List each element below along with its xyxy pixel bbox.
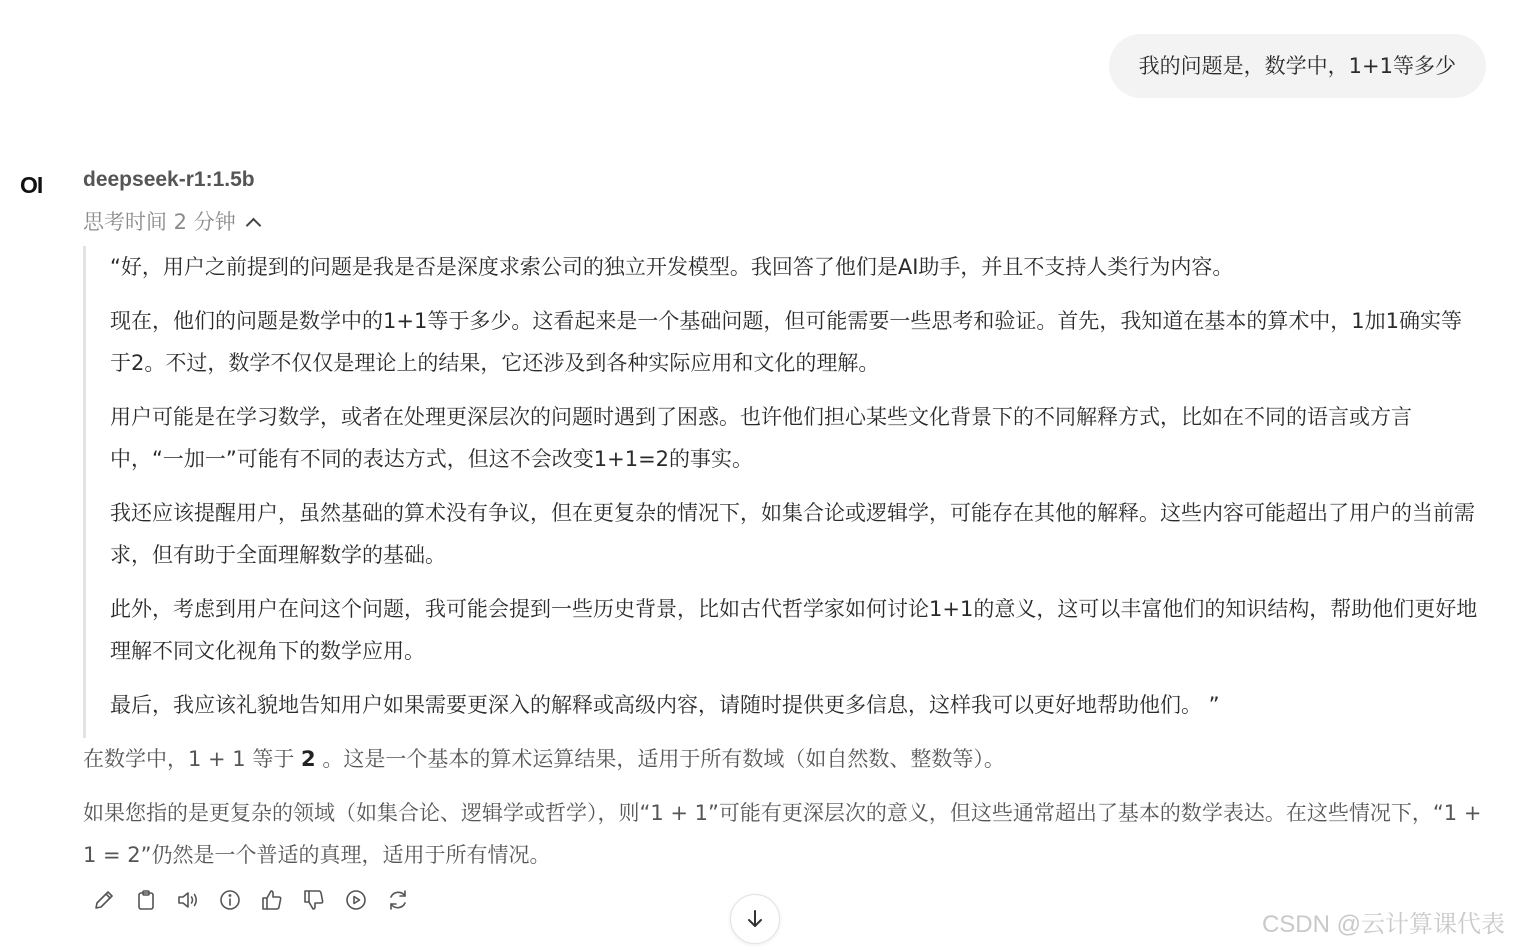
thinking-toggle[interactable] bbox=[83, 206, 259, 236]
answer-text: 。这是一个基本的算术运算结果，适用于所有数域（如自然数、整数等）。 bbox=[315, 747, 1005, 771]
copy-icon bbox=[134, 888, 158, 912]
user-message-bubble: 我的问题是，数学中，1+1等多少 bbox=[1109, 34, 1486, 98]
watermark: CSDN @云计算课代表 bbox=[1261, 911, 1505, 938]
continue-icon bbox=[344, 888, 368, 912]
answer-paragraph: 如果您指的是更复杂的领域（如集合论、逻辑学或哲学），则“1 + 1”可能有更深层次的意义，但这些通常超出了基本的数学表达。在这些情况下，“1 + 1 = 2”仍然是一个普适的真理，适用于所有情况。 bbox=[83, 801, 1482, 867]
thumbs-up-icon bbox=[260, 888, 284, 912]
answer-bold-value: 2 bbox=[301, 747, 316, 771]
arrow-down-icon bbox=[743, 907, 767, 931]
thumbs-down-icon bbox=[302, 888, 326, 912]
scroll-to-bottom-button[interactable] bbox=[730, 894, 780, 944]
read-aloud-icon bbox=[176, 888, 200, 912]
thinking-time-label: 思考时间 2 分钟 bbox=[83, 210, 236, 234]
thinking-paragraph: 我还应该提醒用户，虽然基础的算术没有争议，但在更复杂的情况下，如集合论或逻辑学，可能存在其他的解释。这些内容可能超出了用户的当前需求，但有助于全面理解数学的基础。 bbox=[110, 501, 1475, 567]
regenerate-button[interactable] bbox=[384, 886, 412, 914]
edit-button[interactable] bbox=[90, 886, 118, 914]
thinking-paragraph: 用户可能是在学习数学，或者在处理更深层次的问题时遇到了困惑。也许他们担心某些文化背景下的不同解释方式，比如在不同的语言或方言中，“一加一”可能有不同的表达方式，但这不会改变1+1=2的事实。 bbox=[110, 405, 1412, 471]
assistant-avatar: OI bbox=[20, 172, 43, 198]
model-name: deepseek-r1:1.5b bbox=[83, 168, 255, 191]
chevron-up-icon bbox=[245, 217, 261, 233]
assistant-answer bbox=[83, 738, 1483, 888]
info-button[interactable] bbox=[216, 886, 244, 914]
edit-icon bbox=[92, 888, 116, 912]
thinking-paragraph: 最后，我应该礼貌地告知用户如果需要更深入的解释或高级内容，请随时提供更多信息，这样我可以更好地帮助他们。 ” bbox=[110, 693, 1220, 717]
continue-button[interactable] bbox=[342, 886, 370, 914]
thinking-block bbox=[83, 246, 1483, 738]
copy-button[interactable] bbox=[132, 886, 160, 914]
read-aloud-button[interactable] bbox=[174, 886, 202, 914]
answer-text: 在数学中，1 + 1 等于 bbox=[83, 747, 302, 771]
info-icon bbox=[218, 888, 242, 912]
message-action-bar bbox=[90, 886, 412, 914]
thumbs-up-button[interactable] bbox=[258, 886, 286, 914]
thinking-paragraph: 现在，他们的问题是数学中的1+1等于多少。这看起来是一个基础问题，但可能需要一些思考和验证。首先，我知道在基本的算术中，1加1确实等于2。不过，数学不仅仅是理论上的结果，它还涉及到各种实际应用和文化的理解。 bbox=[110, 309, 1463, 375]
answer-paragraph bbox=[83, 738, 1483, 780]
thinking-paragraph: 此外，考虑到用户在问这个问题，我可能会提到一些历史背景，比如古代哲学家如何讨论1+1的意义，这可以丰富他们的知识结构，帮助他们更好地理解不同文化视角下的数学应用。 bbox=[110, 597, 1478, 663]
thinking-paragraph: “好，用户之前提到的问题是我是否是深度求索公司的独立开发模型。我回答了他们是AI助手，并且不支持人类行为内容。 bbox=[110, 255, 1234, 279]
regenerate-icon bbox=[386, 888, 410, 912]
thumbs-down-button[interactable] bbox=[300, 886, 328, 914]
